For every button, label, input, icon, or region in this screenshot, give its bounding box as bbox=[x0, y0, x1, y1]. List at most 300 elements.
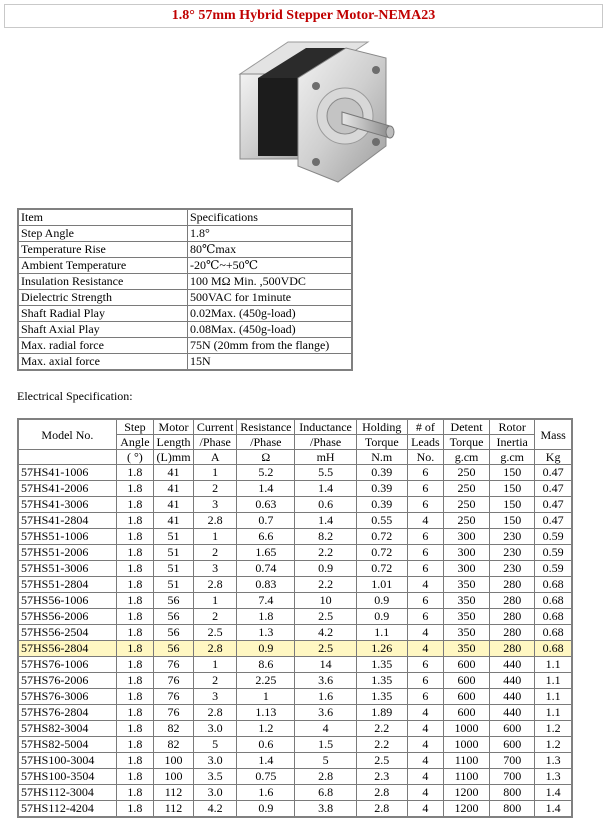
value-cell: 2.8 bbox=[194, 705, 237, 721]
table-row bbox=[18, 721, 572, 737]
value-cell: 0.59 bbox=[535, 561, 572, 577]
model-cell: 57HS56-2006 bbox=[18, 609, 116, 625]
value-cell: 4 bbox=[407, 753, 443, 769]
value-cell: 100 bbox=[153, 769, 193, 785]
value-cell: 1.35 bbox=[356, 689, 407, 705]
header-col-top: Motor bbox=[153, 419, 193, 435]
value-cell: 100 bbox=[153, 753, 193, 769]
value-cell: 6 bbox=[407, 497, 443, 513]
header-unit: No. bbox=[407, 450, 443, 465]
value-cell: 51 bbox=[153, 561, 193, 577]
value-cell: 1.2 bbox=[237, 721, 295, 737]
value-cell: 1.8 bbox=[116, 769, 153, 785]
value-cell: 2.2 bbox=[356, 737, 407, 753]
value-cell: 6 bbox=[407, 609, 443, 625]
value-cell: 230 bbox=[490, 561, 535, 577]
value-cell: 56 bbox=[153, 593, 193, 609]
value-cell: 1100 bbox=[443, 769, 489, 785]
spec-row bbox=[18, 209, 352, 226]
model-cell: 57HS112-4204 bbox=[18, 801, 116, 818]
value-cell: 2.2 bbox=[295, 545, 356, 561]
value-cell: 280 bbox=[490, 641, 535, 657]
value-cell: 56 bbox=[153, 609, 193, 625]
value-cell: 1.8 bbox=[116, 465, 153, 481]
value-cell: 0.72 bbox=[356, 561, 407, 577]
value-cell: 1.8 bbox=[116, 737, 153, 753]
value-cell: 1.2 bbox=[535, 737, 572, 753]
value-cell: 1.8 bbox=[237, 609, 295, 625]
spec-item: Dielectric Strength bbox=[18, 290, 188, 306]
value-cell: 230 bbox=[490, 545, 535, 561]
value-cell: 0.72 bbox=[356, 545, 407, 561]
value-cell: 1200 bbox=[443, 785, 489, 801]
value-cell: 150 bbox=[490, 481, 535, 497]
value-cell: 3.6 bbox=[295, 673, 356, 689]
value-cell: 0.47 bbox=[535, 497, 572, 513]
table-row bbox=[18, 513, 572, 529]
header-col-bottom: /Phase bbox=[237, 435, 295, 450]
value-cell: 350 bbox=[443, 641, 489, 657]
value-cell: 300 bbox=[443, 545, 489, 561]
value-cell: 1.2 bbox=[535, 721, 572, 737]
table-row bbox=[18, 785, 572, 801]
value-cell: 4 bbox=[407, 513, 443, 529]
model-cell: 57HS76-1006 bbox=[18, 657, 116, 673]
spec-value: 1.8° bbox=[188, 226, 353, 242]
value-cell: 1.89 bbox=[356, 705, 407, 721]
table-row bbox=[18, 497, 572, 513]
stepper-motor-photo bbox=[218, 34, 408, 194]
table-row bbox=[18, 801, 572, 818]
value-cell: 280 bbox=[490, 577, 535, 593]
header-unit: N.m bbox=[356, 450, 407, 465]
value-cell: 2.25 bbox=[237, 673, 295, 689]
value-cell: 8.6 bbox=[237, 657, 295, 673]
value-cell: 1.6 bbox=[237, 785, 295, 801]
value-cell: 1.01 bbox=[356, 577, 407, 593]
spec-item: Max. axial force bbox=[18, 354, 188, 371]
value-cell: 1 bbox=[194, 593, 237, 609]
table-row bbox=[18, 545, 572, 561]
header-unit: Kg bbox=[535, 450, 572, 465]
value-cell: 2.2 bbox=[356, 721, 407, 737]
value-cell: 1.35 bbox=[356, 673, 407, 689]
model-cell: 57HS51-3006 bbox=[18, 561, 116, 577]
model-cell: 57HS76-3006 bbox=[18, 689, 116, 705]
table-row bbox=[18, 737, 572, 753]
table-row bbox=[18, 641, 572, 657]
table-row bbox=[18, 673, 572, 689]
electrical-spec-label: Electrical Specification: bbox=[17, 389, 133, 403]
value-cell: 0.59 bbox=[535, 529, 572, 545]
value-cell: 350 bbox=[443, 577, 489, 593]
value-cell: 440 bbox=[490, 673, 535, 689]
value-cell: 1000 bbox=[443, 721, 489, 737]
model-cell: 57HS56-2804 bbox=[18, 641, 116, 657]
value-cell: 3.6 bbox=[295, 705, 356, 721]
header-row bbox=[18, 419, 572, 435]
spec-value: 100 MΩ Min. ,500VDC bbox=[188, 274, 353, 290]
value-cell: 4 bbox=[407, 577, 443, 593]
value-cell: 0.9 bbox=[356, 593, 407, 609]
value-cell: 2 bbox=[194, 609, 237, 625]
header-col-top: Holding bbox=[356, 419, 407, 435]
model-cell: 57HS56-1006 bbox=[18, 593, 116, 609]
value-cell: 0.74 bbox=[237, 561, 295, 577]
model-cell: 57HS76-2804 bbox=[18, 705, 116, 721]
value-cell: 0.9 bbox=[237, 801, 295, 818]
value-cell: 800 bbox=[490, 785, 535, 801]
value-cell: 2.8 bbox=[356, 801, 407, 818]
model-cell: 57HS100-3004 bbox=[18, 753, 116, 769]
value-cell: 0.59 bbox=[535, 545, 572, 561]
value-cell: 300 bbox=[443, 561, 489, 577]
model-cell: 57HS41-2804 bbox=[18, 513, 116, 529]
value-cell: 6 bbox=[407, 545, 443, 561]
table-row bbox=[18, 465, 572, 481]
value-cell: 3 bbox=[194, 561, 237, 577]
value-cell: 700 bbox=[490, 769, 535, 785]
header-unit: g.cm bbox=[490, 450, 535, 465]
value-cell: 1.8 bbox=[116, 545, 153, 561]
spec-row bbox=[18, 226, 352, 242]
header-col-bottom: Length bbox=[153, 435, 193, 450]
value-cell: 41 bbox=[153, 497, 193, 513]
spec-value: 80℃max bbox=[188, 242, 353, 258]
value-cell: 41 bbox=[153, 481, 193, 497]
value-cell: 1.3 bbox=[237, 625, 295, 641]
table-row bbox=[18, 657, 572, 673]
header-col-bottom: Torque bbox=[356, 435, 407, 450]
value-cell: 1.1 bbox=[535, 673, 572, 689]
value-cell: 0.68 bbox=[535, 577, 572, 593]
value-cell: 4 bbox=[407, 705, 443, 721]
model-cell: 57HS100-3504 bbox=[18, 769, 116, 785]
spec-row bbox=[18, 258, 352, 274]
table-row bbox=[18, 593, 572, 609]
value-cell: 0.9 bbox=[356, 609, 407, 625]
value-cell: 800 bbox=[490, 801, 535, 818]
value-cell: 1.8 bbox=[116, 529, 153, 545]
header-unit: mH bbox=[295, 450, 356, 465]
value-cell: 280 bbox=[490, 609, 535, 625]
value-cell: 2.8 bbox=[194, 641, 237, 657]
value-cell: 0.63 bbox=[237, 497, 295, 513]
value-cell: 51 bbox=[153, 577, 193, 593]
value-cell: 250 bbox=[443, 481, 489, 497]
table-row bbox=[18, 625, 572, 641]
spec-item: Shaft Radial Play bbox=[18, 306, 188, 322]
value-cell: 5.2 bbox=[237, 465, 295, 481]
value-cell: 5 bbox=[194, 737, 237, 753]
header-col: Mass bbox=[535, 419, 572, 450]
value-cell: 0.47 bbox=[535, 513, 572, 529]
value-cell: 1.8 bbox=[116, 689, 153, 705]
header-col-top: Rotor bbox=[490, 419, 535, 435]
value-cell: 7.4 bbox=[237, 593, 295, 609]
value-cell: 4 bbox=[407, 721, 443, 737]
value-cell: 0.7 bbox=[237, 513, 295, 529]
header-unit-row bbox=[18, 450, 572, 465]
value-cell: 1.8 bbox=[116, 625, 153, 641]
spec-item: Max. radial force bbox=[18, 338, 188, 354]
spec-item: Shaft Axial Play bbox=[18, 322, 188, 338]
header-unit: (L)mm bbox=[153, 450, 193, 465]
value-cell: 0.55 bbox=[356, 513, 407, 529]
spec-row bbox=[18, 338, 352, 354]
value-cell: 1.4 bbox=[237, 753, 295, 769]
value-cell: 6.6 bbox=[237, 529, 295, 545]
value-cell: 2.8 bbox=[194, 513, 237, 529]
value-cell: 5 bbox=[295, 753, 356, 769]
value-cell: 2 bbox=[194, 673, 237, 689]
value-cell: 1.8 bbox=[116, 721, 153, 737]
value-cell: 1.8 bbox=[116, 481, 153, 497]
model-cell: 57HS41-1006 bbox=[18, 465, 116, 481]
value-cell: 56 bbox=[153, 641, 193, 657]
value-cell: 2.8 bbox=[194, 577, 237, 593]
value-cell: 600 bbox=[490, 721, 535, 737]
value-cell: 700 bbox=[490, 753, 535, 769]
model-cell: 57HS51-2006 bbox=[18, 545, 116, 561]
value-cell: 1.5 bbox=[295, 737, 356, 753]
value-cell: 0.6 bbox=[295, 497, 356, 513]
spec-item: Item bbox=[18, 209, 188, 226]
value-cell: 3.5 bbox=[194, 769, 237, 785]
model-cell: 57HS51-2804 bbox=[18, 577, 116, 593]
value-cell: 82 bbox=[153, 737, 193, 753]
model-cell: 57HS82-3004 bbox=[18, 721, 116, 737]
value-cell: 280 bbox=[490, 625, 535, 641]
value-cell: 4 bbox=[407, 769, 443, 785]
spec-item: Ambient Temperature bbox=[18, 258, 188, 274]
value-cell: 76 bbox=[153, 689, 193, 705]
value-cell: 6 bbox=[407, 673, 443, 689]
value-cell: 1.4 bbox=[535, 801, 572, 818]
header-col-bottom: Angle bbox=[116, 435, 153, 450]
value-cell: 2 bbox=[194, 545, 237, 561]
spec-row bbox=[18, 290, 352, 306]
table-row bbox=[18, 753, 572, 769]
value-cell: 1.6 bbox=[295, 689, 356, 705]
value-cell: 440 bbox=[490, 689, 535, 705]
value-cell: 600 bbox=[443, 657, 489, 673]
value-cell: 0.39 bbox=[356, 481, 407, 497]
electrical-spec-table bbox=[17, 418, 573, 818]
header-col-bottom: Inertia bbox=[490, 435, 535, 450]
value-cell: 150 bbox=[490, 465, 535, 481]
value-cell: 1200 bbox=[443, 801, 489, 818]
header-unit: ( °) bbox=[116, 450, 153, 465]
value-cell: 1 bbox=[194, 529, 237, 545]
table-row bbox=[18, 769, 572, 785]
value-cell: 112 bbox=[153, 785, 193, 801]
table-row bbox=[18, 609, 572, 625]
spec-value: 0.08Max. (450g-load) bbox=[188, 322, 353, 338]
header-model: Model No. bbox=[18, 419, 116, 450]
value-cell: 2.2 bbox=[295, 577, 356, 593]
value-cell: 350 bbox=[443, 609, 489, 625]
value-cell: 150 bbox=[490, 513, 535, 529]
spec-row bbox=[18, 274, 352, 290]
value-cell: 6 bbox=[407, 657, 443, 673]
value-cell: 0.83 bbox=[237, 577, 295, 593]
value-cell: 1.26 bbox=[356, 641, 407, 657]
page-title: 1.8° 57mm Hybrid Stepper Motor-NEMA23 bbox=[4, 4, 603, 28]
value-cell: 1.8 bbox=[116, 577, 153, 593]
specifications-table bbox=[17, 208, 353, 371]
value-cell: 1.4 bbox=[295, 513, 356, 529]
value-cell: 0.39 bbox=[356, 497, 407, 513]
value-cell: 1000 bbox=[443, 737, 489, 753]
value-cell: 51 bbox=[153, 545, 193, 561]
value-cell: 4 bbox=[407, 801, 443, 818]
value-cell: 1.3 bbox=[535, 753, 572, 769]
value-cell: 4.2 bbox=[194, 801, 237, 818]
value-cell: 1.8 bbox=[116, 785, 153, 801]
value-cell: 1 bbox=[194, 657, 237, 673]
value-cell: 1 bbox=[237, 689, 295, 705]
header-unit: Ω bbox=[237, 450, 295, 465]
value-cell: 2.5 bbox=[356, 753, 407, 769]
value-cell: 8.2 bbox=[295, 529, 356, 545]
spec-item: Step Angle bbox=[18, 226, 188, 242]
value-cell: 51 bbox=[153, 529, 193, 545]
spec-value: 75N (20mm from the flange) bbox=[188, 338, 353, 354]
value-cell: 600 bbox=[443, 673, 489, 689]
value-cell: 440 bbox=[490, 657, 535, 673]
spec-value: -20℃~+50℃ bbox=[188, 258, 353, 274]
value-cell: 1.3 bbox=[535, 769, 572, 785]
model-cell: 57HS112-3004 bbox=[18, 785, 116, 801]
value-cell: 1.8 bbox=[116, 593, 153, 609]
header-unit: A bbox=[194, 450, 237, 465]
table-row bbox=[18, 481, 572, 497]
value-cell: 300 bbox=[443, 529, 489, 545]
spec-row bbox=[18, 322, 352, 338]
value-cell: 3.0 bbox=[194, 785, 237, 801]
value-cell: 230 bbox=[490, 529, 535, 545]
value-cell: 1.35 bbox=[356, 657, 407, 673]
header-col-bottom: /Phase bbox=[194, 435, 237, 450]
model-cell: 57HS41-2006 bbox=[18, 481, 116, 497]
value-cell: 0.9 bbox=[237, 641, 295, 657]
value-cell: 1.1 bbox=[535, 689, 572, 705]
header-unit bbox=[18, 450, 116, 465]
header-col-top: Step bbox=[116, 419, 153, 435]
value-cell: 76 bbox=[153, 705, 193, 721]
value-cell: 1.4 bbox=[237, 481, 295, 497]
value-cell: 4 bbox=[407, 785, 443, 801]
value-cell: 1.4 bbox=[295, 481, 356, 497]
value-cell: 0.39 bbox=[356, 465, 407, 481]
header-col-bottom: /Phase bbox=[295, 435, 356, 450]
value-cell: 0.68 bbox=[535, 625, 572, 641]
header-unit: g.cm bbox=[443, 450, 489, 465]
value-cell: 1.1 bbox=[535, 657, 572, 673]
model-cell: 57HS76-2006 bbox=[18, 673, 116, 689]
value-cell: 0.9 bbox=[295, 561, 356, 577]
value-cell: 2.5 bbox=[194, 625, 237, 641]
value-cell: 1.1 bbox=[356, 625, 407, 641]
spec-row bbox=[18, 306, 352, 322]
value-cell: 0.72 bbox=[356, 529, 407, 545]
value-cell: 2.8 bbox=[295, 769, 356, 785]
value-cell: 0.47 bbox=[535, 465, 572, 481]
value-cell: 600 bbox=[490, 737, 535, 753]
value-cell: 6 bbox=[407, 465, 443, 481]
value-cell: 6.8 bbox=[295, 785, 356, 801]
value-cell: 1.8 bbox=[116, 609, 153, 625]
value-cell: 350 bbox=[443, 593, 489, 609]
value-cell: 1.8 bbox=[116, 673, 153, 689]
value-cell: 1.8 bbox=[116, 753, 153, 769]
value-cell: 6 bbox=[407, 561, 443, 577]
value-cell: 1.8 bbox=[116, 705, 153, 721]
value-cell: 2.3 bbox=[356, 769, 407, 785]
table-row bbox=[18, 689, 572, 705]
value-cell: 112 bbox=[153, 801, 193, 818]
value-cell: 6 bbox=[407, 593, 443, 609]
table-row bbox=[18, 529, 572, 545]
value-cell: 250 bbox=[443, 497, 489, 513]
value-cell: 350 bbox=[443, 625, 489, 641]
value-cell: 4 bbox=[295, 721, 356, 737]
value-cell: 6 bbox=[407, 529, 443, 545]
table-row bbox=[18, 577, 572, 593]
model-cell: 57HS56-2504 bbox=[18, 625, 116, 641]
value-cell: 150 bbox=[490, 497, 535, 513]
value-cell: 1.8 bbox=[116, 641, 153, 657]
spec-item: Insulation Resistance bbox=[18, 274, 188, 290]
value-cell: 2 bbox=[194, 481, 237, 497]
value-cell: 6 bbox=[407, 689, 443, 705]
header-col-top: # of bbox=[407, 419, 443, 435]
value-cell: 0.68 bbox=[535, 593, 572, 609]
header-col-bottom: Leads bbox=[407, 435, 443, 450]
value-cell: 1.8 bbox=[116, 561, 153, 577]
value-cell: 1.8 bbox=[116, 497, 153, 513]
value-cell: 1.13 bbox=[237, 705, 295, 721]
header-col-top: Current bbox=[194, 419, 237, 435]
value-cell: 1.8 bbox=[116, 513, 153, 529]
value-cell: 0.68 bbox=[535, 641, 572, 657]
table-row bbox=[18, 561, 572, 577]
value-cell: 600 bbox=[443, 689, 489, 705]
value-cell: 14 bbox=[295, 657, 356, 673]
value-cell: 41 bbox=[153, 513, 193, 529]
header-col-top: Detent bbox=[443, 419, 489, 435]
value-cell: 5.5 bbox=[295, 465, 356, 481]
value-cell: 1.65 bbox=[237, 545, 295, 561]
value-cell: 250 bbox=[443, 513, 489, 529]
value-cell: 440 bbox=[490, 705, 535, 721]
value-cell: 1 bbox=[194, 465, 237, 481]
value-cell: 0.6 bbox=[237, 737, 295, 753]
header-col-top: Resistance bbox=[237, 419, 295, 435]
value-cell: 2.5 bbox=[295, 641, 356, 657]
model-cell: 57HS41-3006 bbox=[18, 497, 116, 513]
header-col-bottom: Torque bbox=[443, 435, 489, 450]
value-cell: 56 bbox=[153, 625, 193, 641]
spec-row bbox=[18, 354, 352, 371]
value-cell: 3 bbox=[194, 689, 237, 705]
spec-value: Specifications bbox=[188, 209, 353, 226]
value-cell: 4 bbox=[407, 737, 443, 753]
value-cell: 1.1 bbox=[535, 705, 572, 721]
value-cell: 4 bbox=[407, 641, 443, 657]
value-cell: 0.75 bbox=[237, 769, 295, 785]
